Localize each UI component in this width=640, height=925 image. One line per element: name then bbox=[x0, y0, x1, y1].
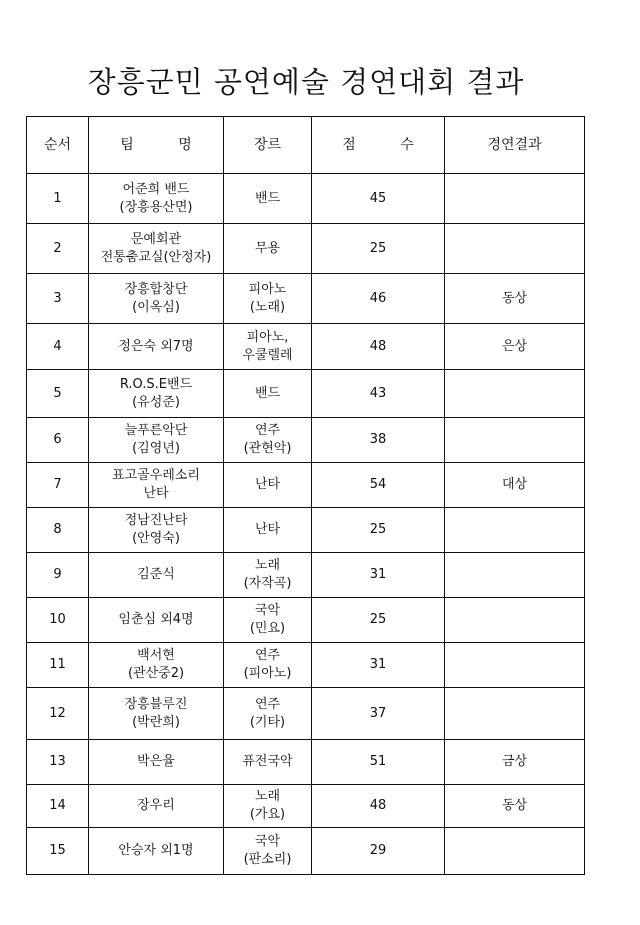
cell-genre-line: 국악 bbox=[254, 603, 281, 618]
cell-genre bbox=[224, 224, 312, 274]
cell-result bbox=[445, 508, 585, 553]
cell-order: 3 bbox=[27, 274, 89, 324]
cell-genre bbox=[224, 418, 312, 463]
header-score: 점 수 bbox=[312, 117, 445, 174]
cell-score: 48 bbox=[312, 324, 445, 370]
cell-genre bbox=[224, 274, 312, 324]
cell-team-line: (관산중2) bbox=[127, 666, 185, 681]
table-row bbox=[27, 828, 585, 875]
cell-order: 9 bbox=[27, 553, 89, 598]
table-row bbox=[27, 553, 585, 598]
cell-genre bbox=[224, 643, 312, 688]
cell-order: 6 bbox=[27, 418, 89, 463]
table-row bbox=[27, 370, 585, 418]
cell-genre-line: 연주 bbox=[254, 648, 281, 663]
cell-genre-line: 연주 bbox=[254, 423, 281, 438]
cell-result bbox=[445, 828, 585, 875]
header-team: 팀 명 bbox=[89, 117, 224, 174]
cell-team-line: (박란희) bbox=[132, 714, 180, 730]
cell-team-line: 임춘심 외4명 bbox=[118, 612, 194, 627]
cell-team-line: 정은숙 외7명 bbox=[118, 338, 194, 354]
cell-result: 은상 bbox=[445, 324, 585, 370]
cell-genre-line: 국악 bbox=[254, 834, 281, 849]
cell-team bbox=[89, 463, 224, 508]
cell-genre-line: (기타) bbox=[249, 714, 286, 730]
cell-genre bbox=[224, 463, 312, 508]
table-row bbox=[27, 224, 585, 274]
cell-result bbox=[445, 224, 585, 274]
page-title: 장흥군민 공연예술 경연대회 결과 bbox=[87, 65, 525, 99]
table-row bbox=[27, 643, 585, 688]
cell-team bbox=[89, 785, 224, 828]
cell-team bbox=[89, 324, 224, 370]
cell-result bbox=[445, 553, 585, 598]
table-row bbox=[27, 463, 585, 508]
cell-team-line: 표고골우레소리 bbox=[112, 468, 200, 483]
cell-team bbox=[89, 553, 224, 598]
cell-genre-line: (자작곡) bbox=[243, 576, 292, 591]
cell-order: 5 bbox=[27, 370, 89, 418]
cell-team-line: R.O.S.E밴드 bbox=[119, 376, 193, 392]
cell-team bbox=[89, 174, 224, 224]
cell-genre bbox=[224, 740, 312, 785]
cell-team-line: 장흥블루진 bbox=[124, 696, 188, 712]
cell-order: 2 bbox=[27, 224, 89, 274]
cell-score: 48 bbox=[312, 785, 445, 828]
cell-genre-line: (가요) bbox=[249, 807, 286, 822]
table-row bbox=[27, 740, 585, 785]
cell-result bbox=[445, 370, 585, 418]
cell-genre-line: (노래) bbox=[249, 299, 286, 315]
cell-team-line: 전통춤교실(안정자) bbox=[100, 249, 212, 265]
cell-team-line: (유성준) bbox=[132, 394, 180, 410]
cell-team bbox=[89, 508, 224, 553]
cell-order: 1 bbox=[27, 174, 89, 224]
cell-genre bbox=[224, 324, 312, 370]
cell-order: 12 bbox=[27, 688, 89, 740]
cell-team bbox=[89, 598, 224, 643]
results-table bbox=[26, 116, 585, 875]
cell-result: 동상 bbox=[445, 274, 585, 324]
table-row bbox=[27, 418, 585, 463]
cell-genre-line: 무용 bbox=[254, 240, 281, 256]
table-row bbox=[27, 324, 585, 370]
cell-score: 25 bbox=[312, 224, 445, 274]
cell-team bbox=[89, 643, 224, 688]
cell-team-line: 난타 bbox=[143, 486, 169, 501]
cell-team-line: (이옥심) bbox=[132, 299, 180, 315]
header-order: 순서 bbox=[27, 117, 89, 174]
cell-team-line: (장흥용산면) bbox=[119, 199, 193, 215]
cell-genre-line: 밴드 bbox=[254, 190, 281, 206]
table-row bbox=[27, 174, 585, 224]
table-row bbox=[27, 274, 585, 324]
cell-score: 45 bbox=[312, 174, 445, 224]
cell-score: 38 bbox=[312, 418, 445, 463]
cell-team-line: 김준식 bbox=[137, 567, 175, 582]
cell-score: 31 bbox=[312, 643, 445, 688]
cell-order: 10 bbox=[27, 598, 89, 643]
cell-score: 25 bbox=[312, 598, 445, 643]
cell-genre-line: 밴드 bbox=[254, 385, 281, 401]
cell-genre-line: 우쿨렐레 bbox=[242, 347, 293, 363]
header-result: 경연결과 bbox=[445, 117, 585, 174]
table-row bbox=[27, 688, 585, 740]
table-row bbox=[27, 785, 585, 828]
cell-team bbox=[89, 828, 224, 875]
cell-team-line: (안영숙) bbox=[132, 531, 180, 546]
cell-result bbox=[445, 598, 585, 643]
header-genre: 장르 bbox=[224, 117, 312, 174]
cell-team-line: 늘푸른악단 bbox=[124, 423, 188, 438]
cell-genre-line: 연주 bbox=[254, 696, 281, 712]
cell-genre-line: (피아노) bbox=[243, 666, 292, 681]
cell-genre bbox=[224, 598, 312, 643]
cell-team bbox=[89, 418, 224, 463]
cell-score: 54 bbox=[312, 463, 445, 508]
table-row bbox=[27, 598, 585, 643]
cell-result bbox=[445, 643, 585, 688]
cell-result bbox=[445, 418, 585, 463]
cell-team-line: 정남진난타 bbox=[124, 513, 188, 528]
cell-result bbox=[445, 174, 585, 224]
cell-order: 11 bbox=[27, 643, 89, 688]
cell-team bbox=[89, 370, 224, 418]
cell-team bbox=[89, 274, 224, 324]
cell-genre-line: (민요) bbox=[249, 621, 286, 636]
cell-team-line: 안승자 외1명 bbox=[118, 843, 194, 858]
cell-team-line: 백서현 bbox=[137, 648, 175, 663]
cell-team bbox=[89, 740, 224, 785]
cell-team-line: 장흥합창단 bbox=[124, 281, 188, 297]
cell-team-line: 문예회관 bbox=[130, 231, 182, 247]
cell-genre-line: 난타 bbox=[254, 522, 281, 537]
results-body bbox=[27, 174, 585, 875]
cell-genre bbox=[224, 828, 312, 875]
cell-genre-line: 피아노 bbox=[248, 281, 287, 297]
cell-team bbox=[89, 224, 224, 274]
cell-genre bbox=[224, 370, 312, 418]
cell-genre bbox=[224, 553, 312, 598]
cell-order: 14 bbox=[27, 785, 89, 828]
cell-result: 동상 bbox=[445, 785, 585, 828]
cell-genre-line: (판소리) bbox=[243, 852, 292, 867]
cell-order: 4 bbox=[27, 324, 89, 370]
cell-score: 31 bbox=[312, 553, 445, 598]
cell-team-line: 박은율 bbox=[137, 754, 175, 769]
cell-genre-line: 노래 bbox=[254, 789, 281, 804]
cell-genre bbox=[224, 508, 312, 553]
cell-genre-line: (관현악) bbox=[243, 441, 292, 456]
cell-team-line: 어준희 밴드 bbox=[122, 181, 190, 197]
cell-team bbox=[89, 688, 224, 740]
cell-genre-line: 퓨전국악 bbox=[242, 754, 293, 769]
cell-genre bbox=[224, 174, 312, 224]
cell-order: 15 bbox=[27, 828, 89, 875]
cell-score: 37 bbox=[312, 688, 445, 740]
cell-order: 13 bbox=[27, 740, 89, 785]
cell-score: 46 bbox=[312, 274, 445, 324]
cell-score: 51 bbox=[312, 740, 445, 785]
cell-result: 대상 bbox=[445, 463, 585, 508]
cell-result bbox=[445, 688, 585, 740]
cell-genre-line: 노래 bbox=[254, 558, 281, 573]
cell-genre-line: 피아노, bbox=[246, 329, 289, 345]
cell-score: 25 bbox=[312, 508, 445, 553]
cell-score: 43 bbox=[312, 370, 445, 418]
table-row bbox=[27, 508, 585, 553]
cell-result: 금상 bbox=[445, 740, 585, 785]
cell-order: 7 bbox=[27, 463, 89, 508]
cell-team-line: (김영년) bbox=[132, 441, 180, 456]
cell-genre-line: 난타 bbox=[254, 477, 281, 492]
cell-genre bbox=[224, 688, 312, 740]
cell-score: 29 bbox=[312, 828, 445, 875]
cell-order: 8 bbox=[27, 508, 89, 553]
header-row bbox=[27, 117, 585, 174]
cell-team-line: 장우리 bbox=[137, 798, 175, 813]
cell-genre bbox=[224, 785, 312, 828]
